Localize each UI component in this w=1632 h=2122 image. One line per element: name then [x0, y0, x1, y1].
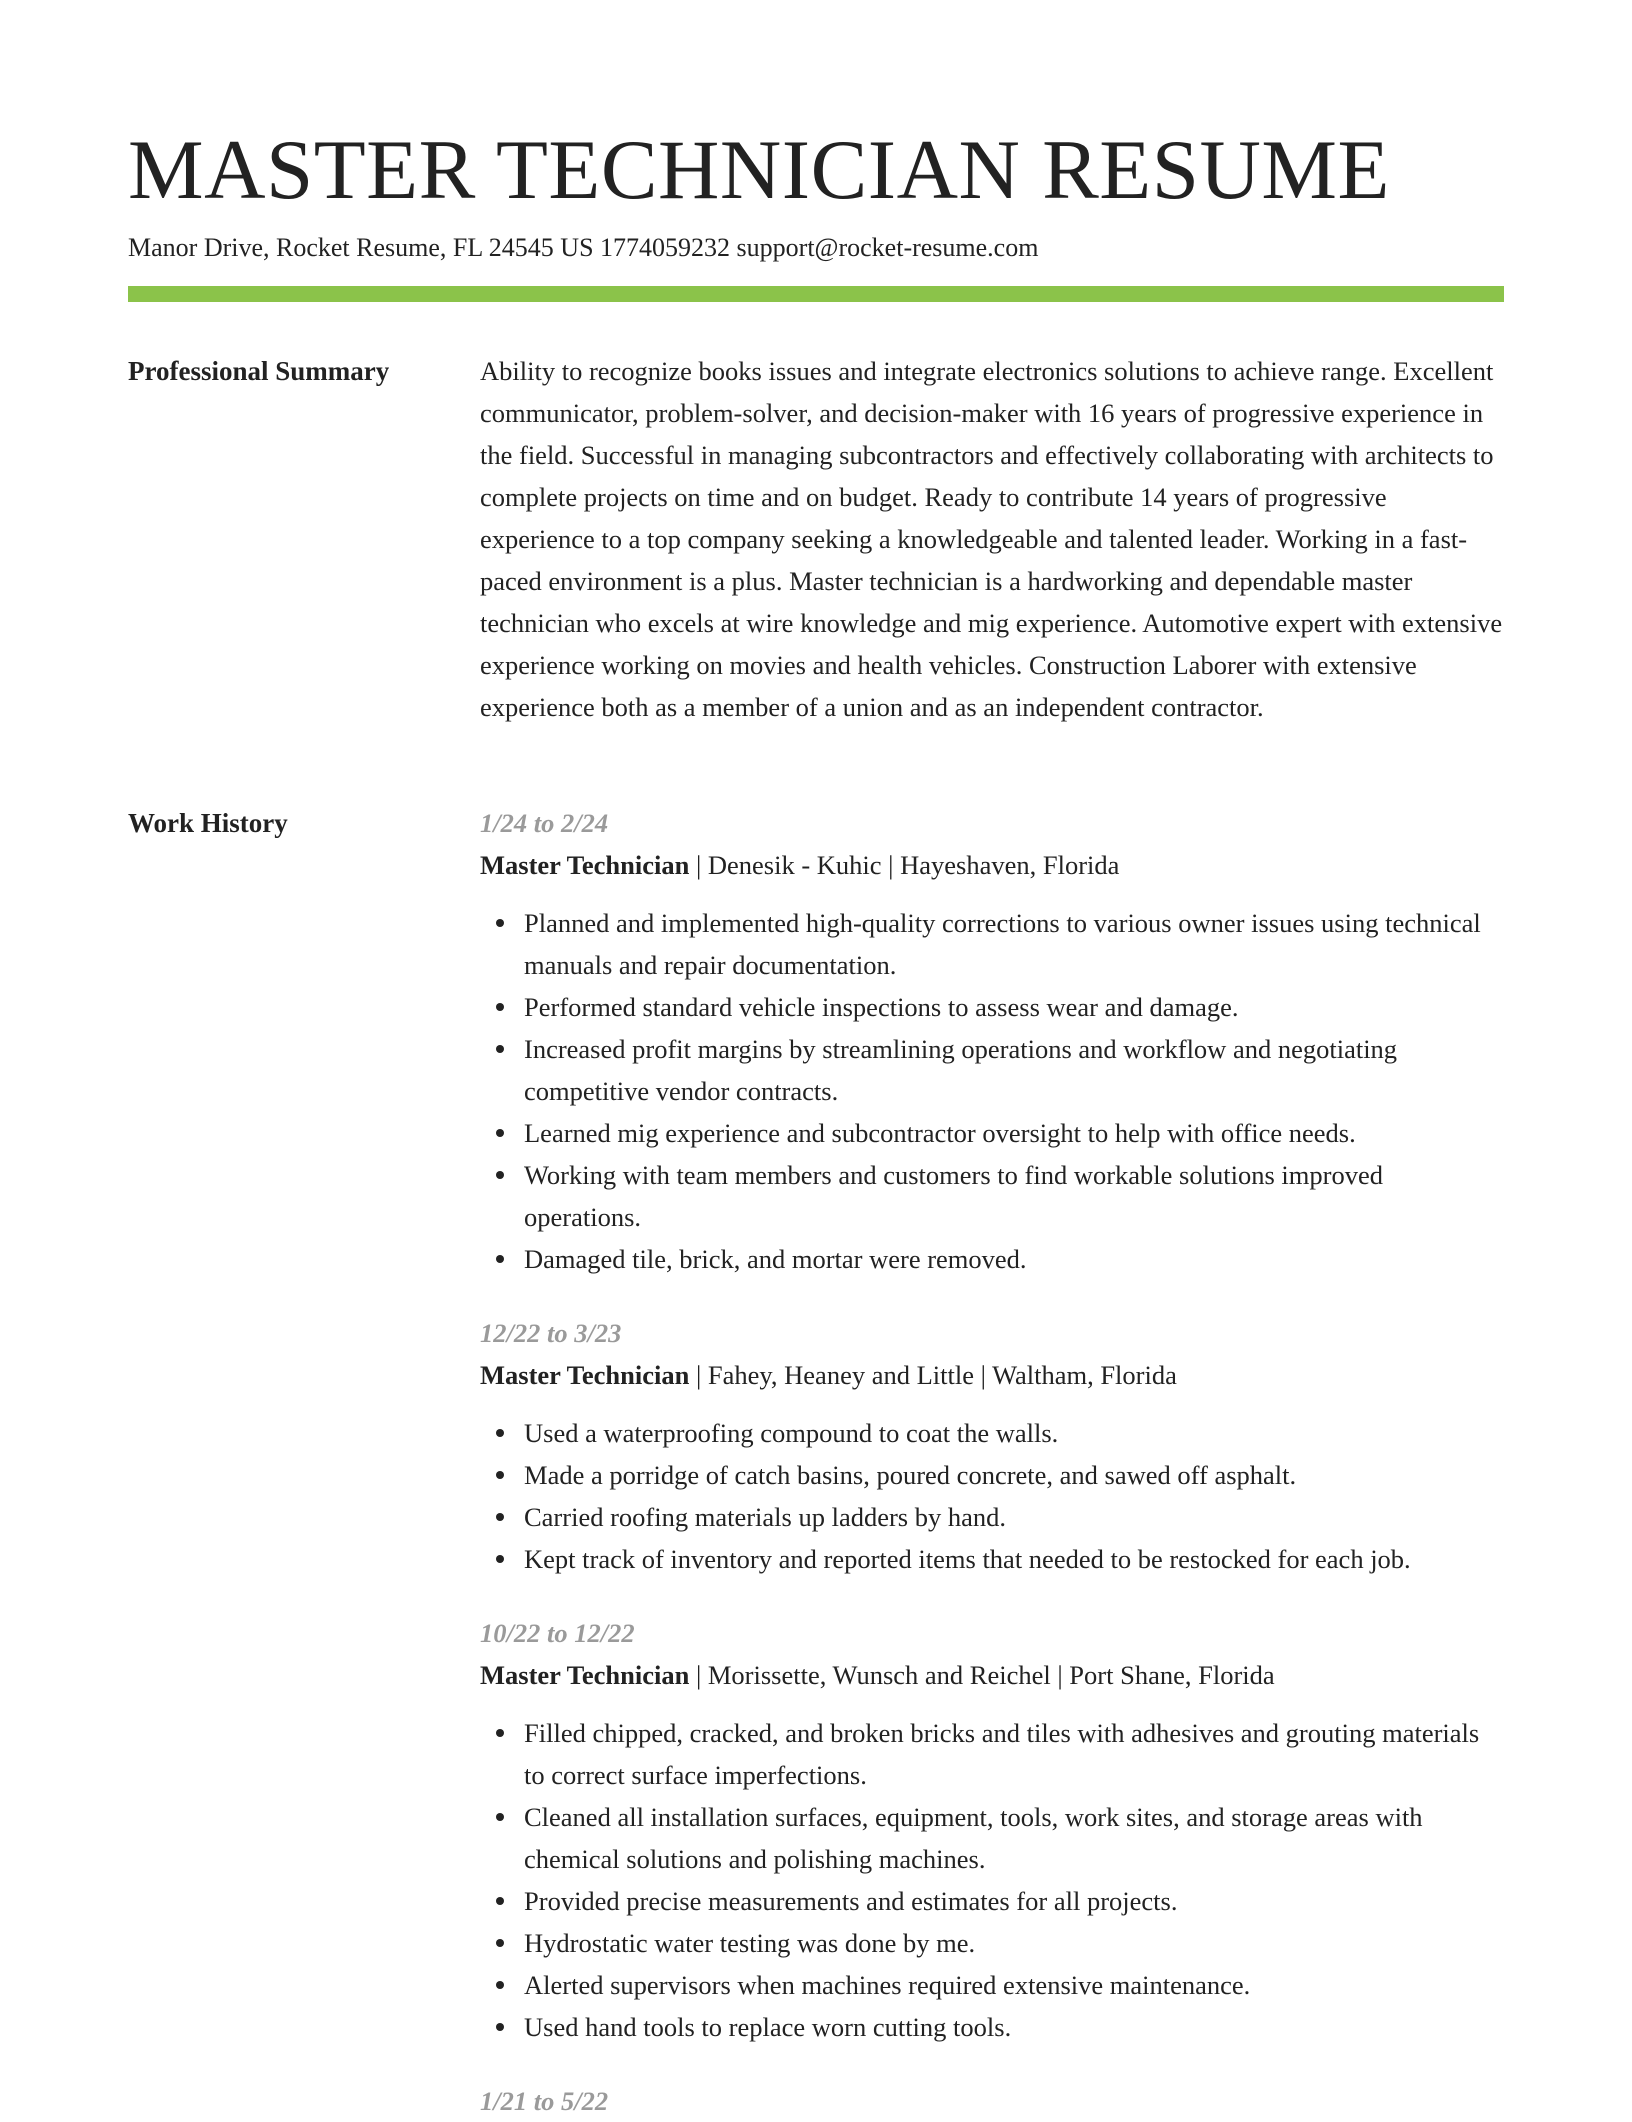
- resume-title: MASTER TECHNICIAN RESUME: [128, 123, 1390, 217]
- job-title: Master Technician: [480, 1360, 690, 1390]
- job-date: 1/21 to 5/22: [480, 2086, 609, 2116]
- job-bullet-item: Hydrostatic water testing was done by me.: [480, 1922, 1506, 1964]
- job-employer-location: | Morissette, Wunsch and Reichel | Port Shane, Florida: [689, 1660, 1275, 1690]
- job-bullet-list: [480, 902, 1506, 1280]
- job-title: Master Technician: [480, 850, 690, 880]
- job-bullet-item: Planned and implemented high-quality corrections to various owner issues using technical manuals and repair documentation.: [480, 902, 1506, 986]
- job-entry: [480, 1612, 1506, 2048]
- job-employer-location: | Fahey, Heaney and Little | Waltham, Florida: [689, 1360, 1177, 1390]
- job-date: 1/24 to 2/24: [480, 808, 609, 838]
- job-title: Master Technician: [480, 1660, 690, 1690]
- job-bullet-item: Used hand tools to replace worn cutting tools.: [480, 2006, 1506, 2048]
- work-history-content: [480, 802, 1506, 2122]
- job-bullet-item: Carried roofing materials up ladders by hand.: [480, 1496, 1506, 1538]
- job-entry: [480, 802, 1506, 1280]
- job-bullet-item: Damaged tile, brick, and mortar were removed.: [480, 1238, 1506, 1280]
- job-employer-location: | Denesik - Kuhic | Hayeshaven, Florida: [689, 850, 1120, 880]
- job-date: 10/22 to 12/22: [480, 1618, 635, 1648]
- job-heading: [480, 1654, 1506, 1696]
- job-bullet-item: Working with team members and customers to find workable solutions improved operations.: [480, 1154, 1506, 1238]
- job-bullet-item: Learned mig experience and subcontractor oversight to help with office needs.: [480, 1112, 1506, 1154]
- job-heading: [480, 1354, 1506, 1396]
- job-bullet-item: Performed standard vehicle inspections to assess wear and damage.: [480, 986, 1506, 1028]
- job-bullet-item: Made a porridge of catch basins, poured concrete, and sawed off asphalt.: [480, 1454, 1506, 1496]
- section-label-professional-summary: Professional Summary: [128, 356, 390, 386]
- job-bullet-item: Provided precise measurements and estimates for all projects.: [480, 1880, 1506, 1922]
- summary-paragraph: Ability to recognize books issues and integrate electronics solutions to achieve range. Excellent communicator, problem-solver, and decision-maker with 16 years of progressive experience in the field. Successful in managing subcontractors and effectively collaborating with architects to complete projects on time and on budget. Ready to contribute 14 years of progressive experience to a top company seeking a knowledgeable and talented leader. Working in a fast-paced environment is a plus. Master technician is a hardworking and dependable master technician who excels at wire knowledge and mig experience. Automotive expert with extensive experience working on movies and health vehicles. Construction Laborer with extensive experience both as a member of a union and as an independent contractor.: [480, 356, 1503, 722]
- professional-summary-content: [480, 350, 1506, 728]
- contact-line: Manor Drive, Rocket Resume, FL 24545 US 1774059232 support@rocket-resume.com: [128, 233, 1039, 262]
- job-bullet-item: Alerted supervisors when machines required extensive maintenance.: [480, 1964, 1506, 2006]
- job-bullet-item: Kept track of inventory and reported items that needed to be restocked for each job.: [480, 1538, 1506, 1580]
- job-bullet-item: Cleaned all installation surfaces, equipment, tools, work sites, and storage areas with chemical solutions and polishing machines.: [480, 1796, 1506, 1880]
- job-bullet-list: [480, 1412, 1506, 1580]
- accent-divider: [128, 286, 1504, 302]
- job-bullet-list: [480, 1712, 1506, 2048]
- job-heading: [480, 844, 1506, 886]
- job-entry: [480, 2080, 1506, 2122]
- job-date: 12/22 to 3/23: [480, 1318, 622, 1348]
- section-label-work-history: Work History: [128, 808, 288, 838]
- job-bullet-item: Used a waterproofing compound to coat the walls.: [480, 1412, 1506, 1454]
- job-bullet-item: Increased profit margins by streamlining operations and workflow and negotiating competitive vendor contracts.: [480, 1028, 1506, 1112]
- job-bullet-item: Filled chipped, cracked, and broken bricks and tiles with adhesives and grouting materials to correct surface imperfections.: [480, 1712, 1506, 1796]
- job-entry: [480, 1312, 1506, 1580]
